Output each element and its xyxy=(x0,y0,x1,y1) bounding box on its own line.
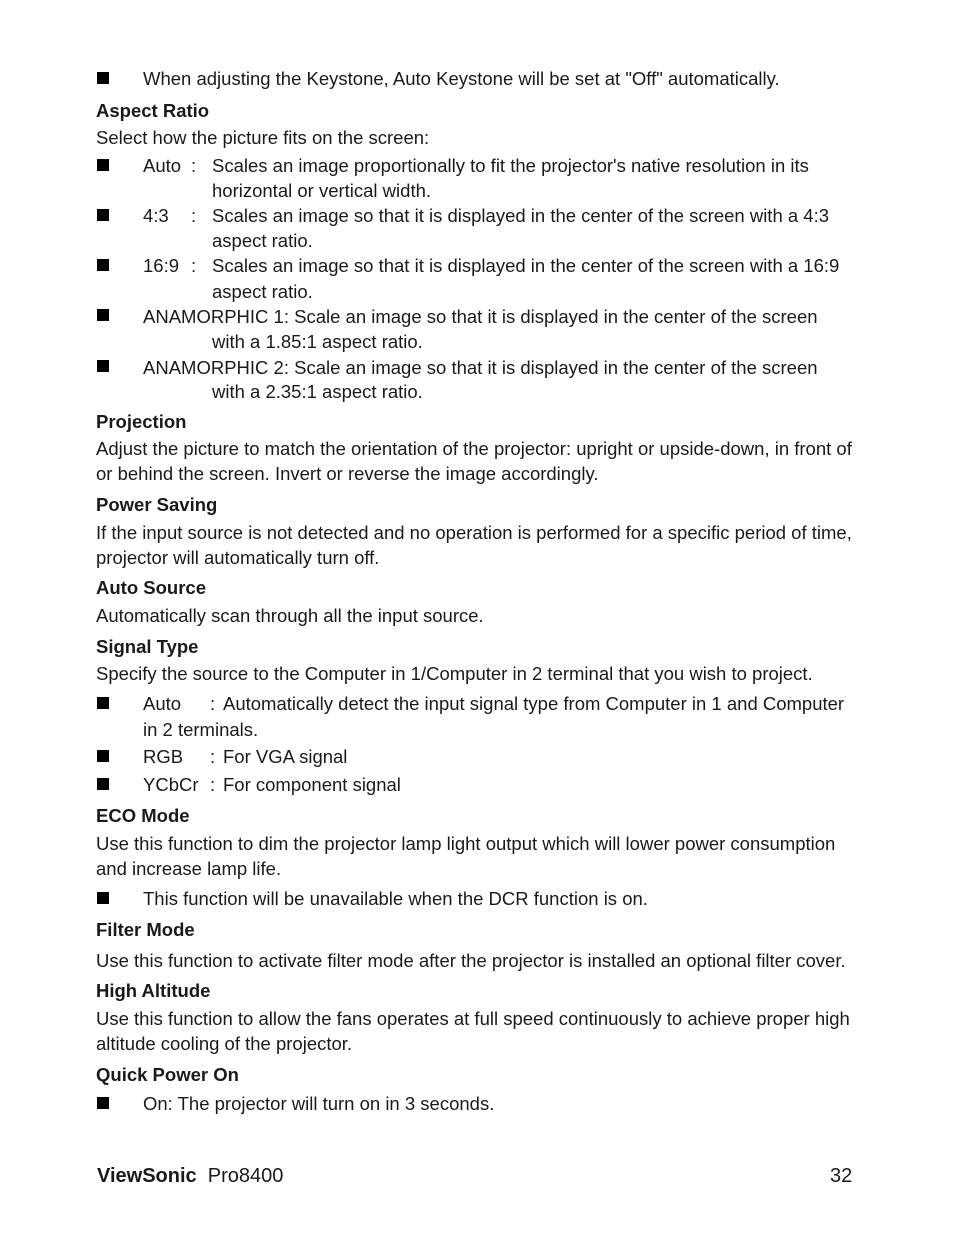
aspect-item-description: ANAMORPHIC 1: Scale an image so that it is displayed in the center of the screen xyxy=(143,306,818,327)
signal-item-description: For VGA signal xyxy=(223,746,348,767)
keystone-note: When adjusting the Keystone, Auto Keystone will be set at "Off" automatically. xyxy=(143,68,780,89)
filter-mode-text: Use this function to activate filter mode after the projector is installed an optional filter cover. xyxy=(96,950,846,971)
quick-power-on-item: On: The projector will turn on in 3 seconds. xyxy=(143,1093,495,1114)
aspect-item-label: 4:3 xyxy=(143,205,169,226)
bullet-square-icon xyxy=(97,209,109,221)
aspect-item-description: Scales an image so that it is displayed in the center of the screen with a 4:3 xyxy=(212,205,830,226)
bullet-square-icon xyxy=(97,892,109,904)
bullet-square-icon xyxy=(97,778,109,790)
signal-type-intro: Specify the source to the Computer in 1/Computer in 2 terminal that you wish to project. xyxy=(96,663,813,684)
signal-item-label: Auto xyxy=(143,693,182,714)
auto-source-text: Automatically scan through all the input source. xyxy=(96,605,484,626)
section-heading-eco-mode: ECO Mode xyxy=(96,805,190,826)
aspect-item-description-cont: with a 1.85:1 aspect ratio. xyxy=(212,331,423,352)
footer xyxy=(97,1164,283,1189)
power-saving-text-cont: projector will automatically turn off. xyxy=(96,547,380,568)
section-heading-auto-source: Auto Source xyxy=(96,577,206,598)
section-heading-projection: Projection xyxy=(96,411,187,432)
bullet-square-icon xyxy=(97,259,109,271)
bullet-square-icon xyxy=(97,159,109,171)
aspect-item-description: Scales an image so that it is displayed in the center of the screen with a 16:9 xyxy=(212,255,840,276)
eco-mode-text: Use this function to dim the projector lamp light output which will lower power consumption xyxy=(96,833,836,854)
section-heading-aspect-ratio: Aspect Ratio xyxy=(96,100,210,121)
aspect-item-description: Scales an image proportionally to fit the projector's native resolution in its xyxy=(212,155,809,176)
projection-text-cont: or behind the screen. Invert or reverse the image accordingly. xyxy=(96,463,599,484)
section-heading-filter-mode: Filter Mode xyxy=(96,919,195,940)
aspect-item-separator: : xyxy=(191,155,197,176)
aspect-item-separator: : xyxy=(191,255,197,276)
eco-mode-text-cont: and increase lamp life. xyxy=(96,858,282,879)
signal-item-separator: : xyxy=(210,746,216,767)
aspect-item-description-cont: aspect ratio. xyxy=(212,230,313,251)
signal-item-label: RGB xyxy=(143,746,184,767)
aspect-item-description-cont: horizontal or vertical width. xyxy=(212,180,432,201)
high-altitude-text: Use this function to allow the fans operates at full speed continuously to achieve proper high xyxy=(96,1008,850,1029)
section-heading-high-altitude: High Altitude xyxy=(96,980,211,1001)
aspect-item-label: Auto xyxy=(143,155,182,176)
signal-item-description: Automatically detect the input signal type from Computer in 1 and Computer xyxy=(223,693,845,714)
footer-model: Pro8400 xyxy=(207,1165,284,1187)
bullet-square-icon xyxy=(97,750,109,762)
section-heading-signal-type: Signal Type xyxy=(96,636,199,657)
signal-item-separator: : xyxy=(210,693,216,714)
section-heading-quick-power-on: Quick Power On xyxy=(96,1064,239,1085)
section-heading-power-saving: Power Saving xyxy=(96,494,218,515)
aspect-item-separator: : xyxy=(191,205,197,226)
power-saving-text: If the input source is not detected and no operation is performed for a specific period of time, xyxy=(96,522,852,543)
high-altitude-text-cont: altitude cooling of the projector. xyxy=(96,1033,353,1054)
aspect-item-label: 16:9 xyxy=(143,255,180,276)
aspect-item-description-cont: aspect ratio. xyxy=(212,281,313,302)
bullet-square-icon xyxy=(97,697,109,709)
footer-brand: ViewSonic xyxy=(97,1165,197,1187)
aspect-ratio-intro: Select how the picture fits on the screen: xyxy=(96,127,430,148)
aspect-item-description: ANAMORPHIC 2: Scale an image so that it is displayed in the center of the screen xyxy=(143,357,818,378)
signal-item-label: YCbCr xyxy=(143,774,199,795)
signal-item-separator: : xyxy=(210,774,216,795)
bullet-square-icon xyxy=(97,360,109,372)
signal-item-description: For component signal xyxy=(223,774,401,795)
bullet-square-icon xyxy=(97,309,109,321)
projection-text: Adjust the picture to match the orientation of the projector: upright or upside-down, in front of xyxy=(96,438,852,459)
page-number: 32 xyxy=(830,1165,853,1187)
signal-item-description-cont: in 2 terminals. xyxy=(143,719,259,740)
bullet-square-icon xyxy=(97,1097,109,1109)
bullet-square-icon xyxy=(97,72,109,84)
aspect-item-description-cont: with a 2.35:1 aspect ratio. xyxy=(212,381,423,402)
eco-mode-note: This function will be unavailable when the DCR function is on. xyxy=(143,888,648,909)
